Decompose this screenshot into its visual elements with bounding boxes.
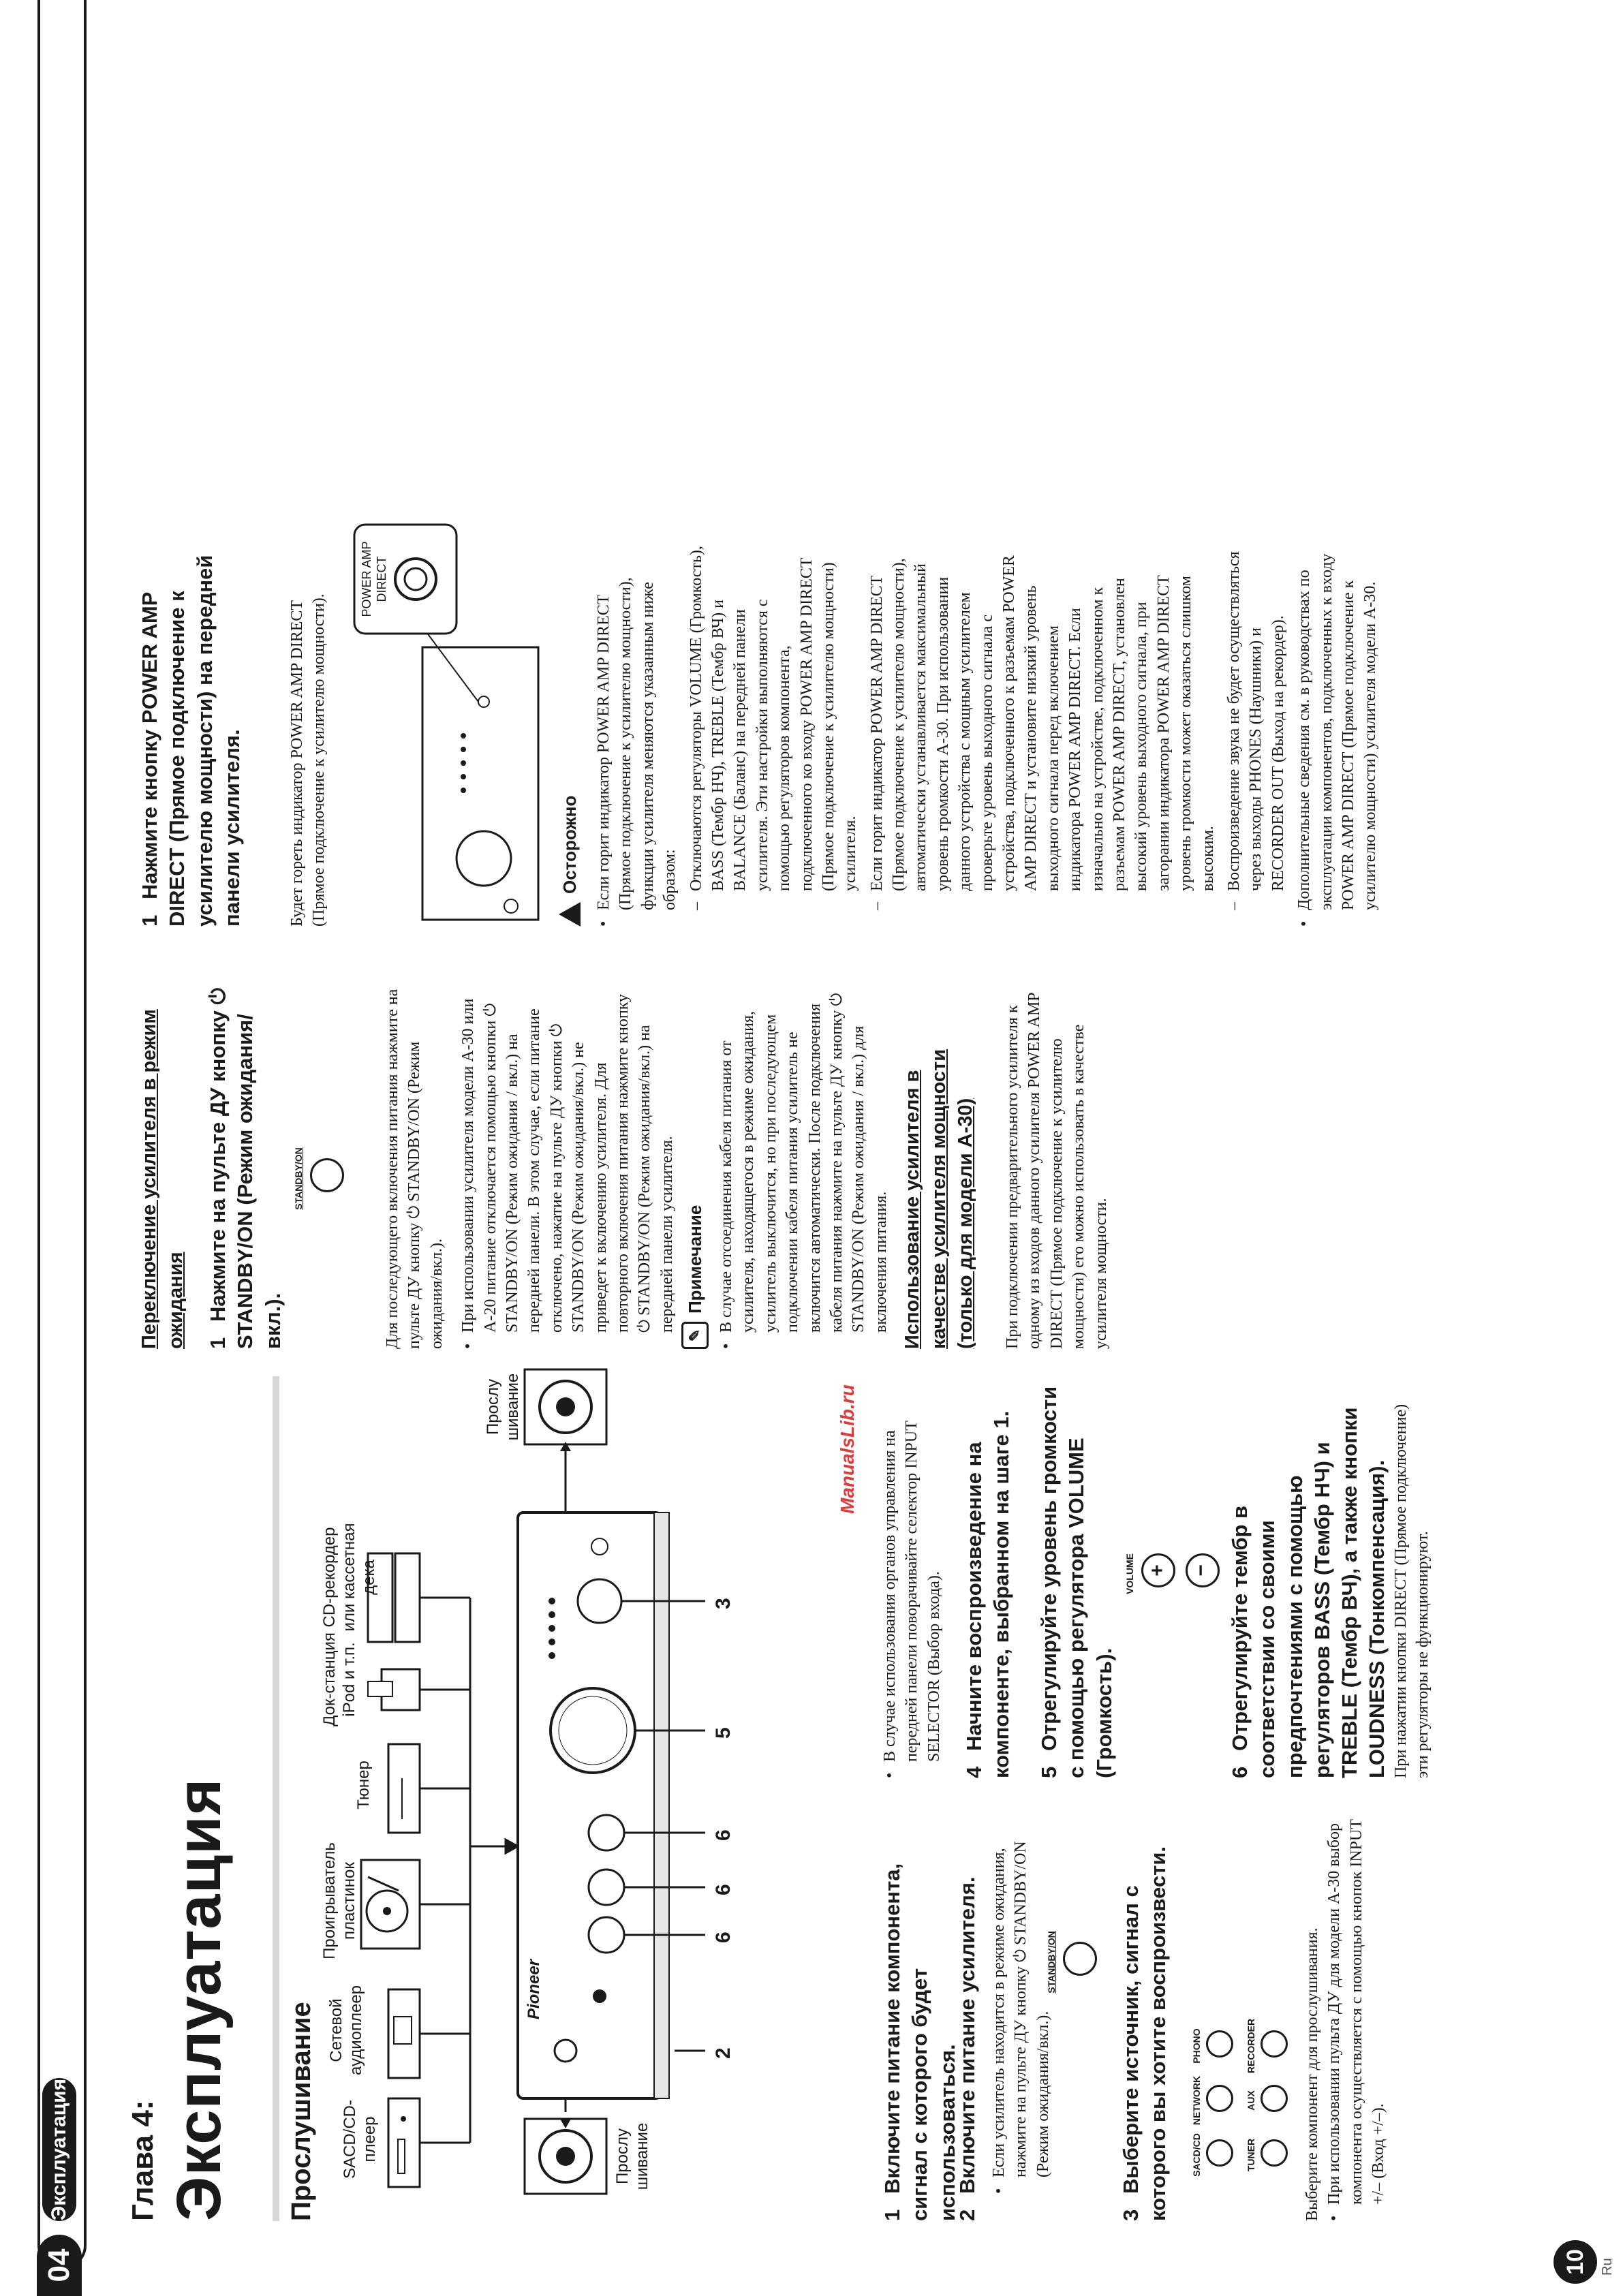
step-3 [1117,1812,1173,2221]
poweramp-step-1-number: 1 [138,914,161,927]
page-number: 10 [1554,2240,1597,2284]
standby-para: Для последующего включения питания нажмите на пульте ДУ кнопку ⏻ STANDBY/ON (Режим ожидания/вкл.). [384,989,446,1349]
callout-3: 3 [712,1598,735,1609]
volume-down-icon[interactable]: − [1186,1553,1220,1587]
section-title: Прослушивание [286,2002,316,2221]
note-heading-text: Примечание [684,1205,705,1314]
step-4-text: Начните воспроизведение на компоненте, выбранном на шаге 1. [962,1410,1014,1778]
standby-heading: Переключение усилителя в режим ожидания [138,1009,187,1349]
standby-button-label: STANDBY/ON [1046,1931,1057,1994]
label-speaker-left: Прослу шивание [613,2122,651,2190]
sacd-player-icon [388,2098,420,2187]
label-cd-recorder: CD-рекордер или кассетная дека [320,1523,378,1632]
note-heading [681,1205,709,1349]
step-2 [954,1812,981,2221]
section-divider [273,1376,279,2221]
label-ipod-dock: Док-станция iPod и т.п. [320,1632,358,1726]
step-6-text: Отрегулируйте тембр в соответствии со своими предпочтениями с помощью регуляторов BASS (Тембр НЧ) и TREBLE (Тембр ВЧ), а также кнопки LOUDNESS (Тонкомпенсация). [1228,1407,1389,1778]
caution-dash-2: – Если горит индикатор POWER AMP DIRECT (Прямое подключение к усилителю мощности), автоматически устанавливается максимальный уровень громкости A-30. При использовании данного устройства с мощным усилителем проверьте уровень выходного сигнала с устройства, подключенного к разъемам POWER AMP DIRECT и установите низкий уровень выходного сигнала перед включением индикатора POWER AMP DIRECT. Если изначально на устройстве, подключенном к разъемам POWER AMP DIRECT, установлен высокий уровень выходного сигнала, при загорании индикатора POWER AMP DIRECT уровень громкости может оказаться слишком высоким. [866,545,1219,910]
power-amp-direct-callout-label: POWER AMP DIRECT [360,541,388,617]
note-pencil-icon: ✎ [681,1322,709,1349]
step-4 [961,1383,1016,1778]
callout-6b: 6 [712,1884,735,1895]
step-3-bullet-2: • В случае использования органов управления на передней панели поворачивайте селектор INPUT SELECTOR (Выбор входа). [879,1383,945,1778]
connection-diagram [313,1349,831,2201]
step-3-body [1301,1812,1390,2221]
step-1 [879,1812,961,2221]
chapter-tab-label[interactable]: Эксплуатация [42,2078,76,2221]
step-3-text: Выберите источник, сигнал с которого вы хотите воспроизвести. [1119,1846,1171,2221]
standby-button-icon [1063,1942,1097,1976]
note-body [715,981,892,1349]
amplifier-front-panel [518,1512,705,2098]
note-bullet: • В случае отсоединения кабеля питания от усилителя, находящегося в режиме ожидания, усилитель выключится, но при последующем подключении кабеля питания усилитель не включится автоматически. После подключения кабеля питания нажмите на пульте ДУ кнопку ⏻ STANDBY/ON (Режим ожидания / вкл.) для включения питания. [715,981,892,1349]
input-button-phono[interactable] [1206,2030,1233,2058]
label-sacd-player: SACD/CD-плеер [341,2100,379,2179]
poweramp-step-1-text: Нажмите кнопку POWER AMP DIRECT (Прямое подключение к усилителю мощности) на передней панели усилителя. [138,555,244,927]
label-tuner: Тюнер [354,1760,373,1810]
step-5-text: Отрегулируйте уровень громкости с помощью регулятора VOLUME (Громкость). [1037,1386,1116,1778]
callout-2: 2 [712,2047,735,2059]
step-5 [1036,1383,1118,1778]
speaker-right-icon [525,1369,606,1512]
amp-brand-logo: Pioneer [525,1959,543,2020]
caution-bullet: • Если горит индикатор POWER AMP DIRECT (Прямое подключение к усилителю мощности), функции усилителя меняются указанным ниже образом: [593,545,681,927]
step-6-number: 6 [1228,1766,1252,1778]
caution-bullet-2: • Дополнительные сведения см. в руководствах по эксплуатации компонентов, подключенных к входу POWER AMP DIRECT (Прямое подключение к усилителю мощности) усилителя модели A-30. [1293,545,1382,927]
standby-step-1 [204,981,287,1349]
standby-button-label-2: STANDBY/ON [293,1147,304,1210]
poweramp-step-1-body: Будет гореть индикатор POWER AMP DIRECT (Прямое подключение к усилителю мощности). [288,593,328,927]
ipod-dock-icon [368,1669,420,1710]
volume-label: VOLUME [1124,1553,1135,1594]
step-5-number: 5 [1037,1766,1061,1778]
input-button-sacd[interactable] [1206,2139,1233,2167]
standby-step-1-number: 1 [206,1337,230,1349]
input-button-network[interactable] [1206,2085,1233,2112]
step-2-number: 2 [955,2209,979,2221]
input-label-network: NETWORK [1191,2075,1202,2126]
step-1-number: 1 [880,2209,904,2221]
chapter-number-badge: 04 [37,2235,82,2296]
input-label-phono: PHONO [1191,2028,1202,2064]
diagram-lines [313,1349,831,2201]
page-title: Эксплуатация [164,1778,234,2221]
callout-6c: 6 [712,1829,735,1841]
standby-bullet: • При использовании усилителя модели A-30 или A-20 питание отключается помощью кнопки ⏻ STANDBY/ON (Режим ожидания / вкл.) на передней панели. В этом случае, если питание отключено, нажатие на пульте ДУ кнопки ⏻ STANDBY/ON (Режим ожидания/вкл.) не приведет к включению усилителя. Для повторного включения питания нажмите кнопку ⏻ STANDBY/ON (Режим ожидания/вкл.) на передней панели усилителя. [457,981,678,1349]
step-3-bullet: • При использовании пульта ДУ для модели A-30 выбор компонента осуществляется с помощью кнопок INPUT +/– (Вход +/–). [1323,1812,1389,2221]
tuner-icon [388,1744,420,1833]
poweramp-para: При подключении предварительного усилителя к одному из входов данного усилителя POWER AMP DIRECT (Прямое подключение к усилителю мощности) его можно использовать в качестве усилителя мощности. [1004,993,1110,1349]
step-3-number: 3 [1119,2209,1143,2221]
standby-button-icon-2 [310,1158,344,1192]
input-button-recorder[interactable] [1261,2030,1288,2058]
step-6-note: При нажатии кнопки DIRECT (Прямое подключение) эти регуляторы не функционируют. [1392,1403,1432,1778]
label-network-player: Сетевой аудиоплеер [327,1985,365,2076]
callout-6a: 6 [712,1932,735,1943]
step-2-note [988,1812,1054,2194]
step-4-number: 4 [962,1766,986,1778]
caution-heading-text: Осторожно [559,795,580,894]
turntable-icon [361,1860,420,1949]
input-button-aux[interactable] [1261,2085,1288,2112]
input-label-recorder: RECORDER [1246,2018,1256,2074]
poweramp-heading: Использование усилителя в качестве усилителя мощности (только для модели A-30) [901,1049,977,1349]
step-2-text: Включите питание усилителя. [955,1876,979,2194]
chapter-tab-bar [37,0,87,2269]
input-button-tuner[interactable] [1261,2139,1288,2167]
standby-body [382,981,678,1349]
volume-up-icon[interactable]: + [1141,1553,1175,1587]
label-turntable: Проигрыватель пластинок [320,1842,358,1959]
step-3-instruction: Выберите компонент для прослушивания. [1303,1927,1321,2221]
poweramp-step-1 [136,545,246,927]
step-1-text: Включите питание компонента, сигнал с которого будет использоваться. [880,1863,959,2221]
caution-heading [559,796,581,927]
step-3-bullet-2-block [879,1383,945,1778]
network-player-icon [388,1989,420,2078]
input-label-tuner: TUNER [1246,2138,1256,2172]
step-6 [1226,1383,1391,1778]
step-2-bullet: • Если усилитель находится в режиме ожидания, нажмите на пульте ДУ кнопку ⏻ STANDBY/ON (Режим ожидания/вкл.). [988,1812,1054,2194]
standby-step-1-text: Нажмите на пульте ДУ кнопку ⏻ STANDBY/ON (Режим ожидания/вкл.). [206,988,285,1349]
caution-dash-3: – Воспроизведение звука не будет осуществляться через выходы PHONES (Наушники) и RECORDER OUT (Выход на рекордер). [1223,545,1289,910]
watermark: ManualsLib.ru [837,1384,858,1514]
chapter-label: Глава 4: [126,2100,159,2221]
input-label-sacd: SACD/CD [1191,2133,1202,2177]
input-label-aux: AUX [1246,2090,1256,2111]
caution-body [593,545,1382,927]
page-language: Ru [1600,2258,1615,2276]
speaker-left-icon [525,2098,606,2194]
callout-5: 5 [712,1727,735,1739]
caution-dash-1: – Отключаются регуляторы VOLUME (Громкость), BASS (Тембр НЧ), TREBLE (Тембр ВЧ) и BALANCE (Баланс) на передней панели усилителя. Эти настройки выполняются с помощью регуляторов компонента, подключенного ко входу POWER AMP DIRECT (Прямое подключение к усилителю мощности) усилителя. [685,545,862,910]
warning-triangle-icon [559,902,581,927]
label-speaker-right: Прослу шивание [484,1373,522,1441]
